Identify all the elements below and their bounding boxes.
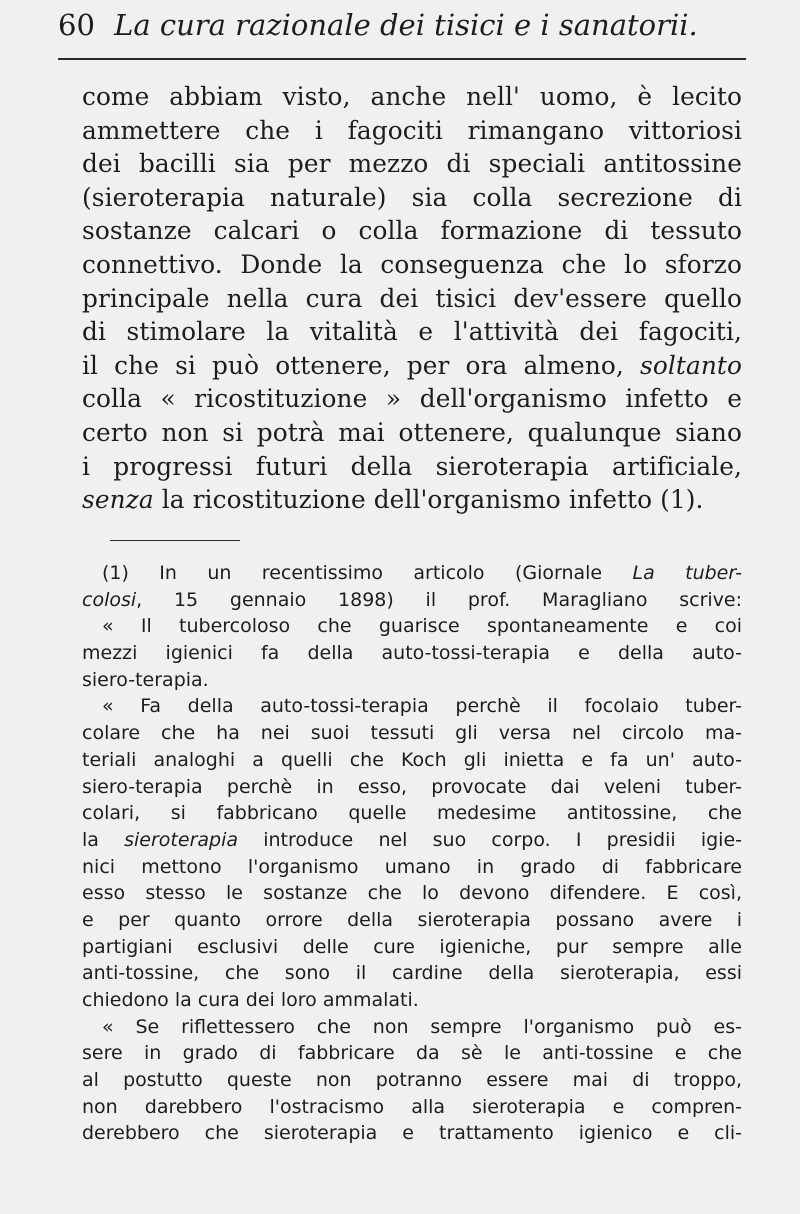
text-segment: anti-tossine, che sono il cardine della sieroterapia, essi — [82, 962, 742, 985]
footnote-line — [82, 587, 742, 614]
text-line — [82, 80, 742, 114]
text-segment: come abbiam visto, anche nell' uomo, è lecito — [82, 82, 742, 111]
text-segment: colari, si fabbricano quelle medesime antitossine, che — [82, 802, 742, 825]
text-segment: partigiani esclusivi delle cure igieniche, pur sempre alle — [82, 935, 742, 958]
text-segment: esso stesso le sostanze che lo devono difendere. E così, — [82, 882, 742, 905]
footnote-line — [82, 1067, 742, 1094]
footnote-line — [82, 693, 742, 720]
footnote-rule — [110, 540, 240, 541]
text-segment: chiedono la cura dei loro ammalati. — [82, 989, 419, 1011]
italic-text: sieroterapia — [124, 828, 239, 851]
text-segment: colla « ricostituzione » dell'organismo infetto e — [82, 384, 742, 414]
footnote-line — [82, 640, 742, 667]
text-segment: (sieroterapia naturale) sia colla secrezione di — [82, 182, 742, 212]
text-segment: e per quanto orrore della sieroterapia possano avere i — [82, 908, 742, 931]
footnote-line — [82, 667, 742, 694]
text-segment: dei bacilli sia per mezzo di speciali antitossine — [82, 149, 742, 179]
footnote-line — [82, 827, 742, 854]
text-segment: certo non si potrà mai ottenere, qualunque siano — [82, 417, 742, 447]
text-segment: connettivo. Donde la conseguenza che lo sforzo — [82, 249, 742, 279]
text-segment: (1) In un recentissimo articolo (Giornale — [102, 562, 633, 584]
footnote-line — [82, 1014, 742, 1041]
footnote-line — [82, 1120, 742, 1147]
footnote-line — [82, 854, 742, 881]
text-line — [82, 248, 742, 282]
text-line — [82, 214, 742, 248]
running-title: La cura razionale dei tisici e i sanatorii. — [114, 8, 698, 42]
footnote-line — [82, 1040, 742, 1067]
text-segment: sostanze calcari o colla formazione di tessuto — [82, 216, 742, 246]
text-segment: colare che ha nei suoi tessuti gli versa nel circolo ma- — [82, 722, 742, 745]
text-segment: « Il tubercoloso che guarisce spontaneamente e coi — [102, 615, 742, 638]
text-segment: nici mettono l'organismo umano in grado di fabbricare — [82, 855, 742, 878]
text-line — [82, 349, 742, 383]
text-line — [82, 483, 742, 517]
text-segment: mezzi igienici fa della auto-tossi-terapia e della auto- — [82, 642, 742, 665]
text-line — [82, 181, 742, 215]
running-header — [58, 4, 748, 46]
text-segment: , 15 gennaio 1898) il prof. Maragliano scrive: — [136, 588, 742, 611]
footnote-line — [82, 800, 742, 827]
text-segment: siero-terapia. — [82, 668, 209, 691]
footnote-line — [82, 934, 742, 961]
text-segment: al postutto queste non potranno essere mai di troppo, — [82, 1069, 742, 1092]
text-line — [82, 450, 742, 484]
text-segment: la — [82, 828, 125, 851]
page-number: 60 — [58, 8, 95, 42]
text-line — [82, 382, 742, 416]
italic-text: La tuber- — [632, 562, 742, 584]
text-line — [82, 416, 742, 450]
text-line — [82, 114, 742, 148]
footnote-line — [82, 1094, 742, 1121]
footnote-line — [82, 747, 742, 774]
text-segment: teriali analoghi a quelli che Koch gli inietta e fa un' auto- — [82, 748, 742, 771]
text-segment: « Se riflettessero che non sempre l'organismo può es- — [102, 1015, 742, 1038]
text-segment: la ricostituzione dell'organismo infetto (1). — [153, 485, 704, 515]
text-segment: derebbero che sieroterapia e trattamento igienico e cli- — [82, 1122, 742, 1145]
text-line — [82, 315, 742, 349]
text-segment: ammettere che i fagociti rimangano vittoriosi — [82, 115, 742, 145]
footnote-line — [82, 613, 742, 640]
italic-text: senza — [82, 485, 154, 515]
footnote-line — [82, 907, 742, 934]
italic-text: colosi — [82, 588, 137, 611]
text-line — [82, 147, 742, 181]
text-segment: non darebbero l'ostracismo alla sieroterapia e compren- — [82, 1095, 742, 1118]
footnote-line — [82, 560, 742, 587]
italic-text: soltanto — [640, 350, 742, 380]
text-segment: introduce nel suo corpo. I presidii igie- — [238, 828, 742, 851]
footnote-line — [82, 960, 742, 987]
footnote-line — [82, 720, 742, 747]
header-rule — [58, 58, 746, 60]
text-segment: di stimolare la vitalità e l'attività dei fagociti, — [82, 317, 742, 347]
main-text — [82, 80, 742, 517]
text-line — [82, 282, 742, 316]
text-segment: siero-terapia perchè in esso, provocate dai veleni tuber- — [82, 775, 742, 798]
text-segment: i progressi futuri della sieroterapia artificiale, — [82, 451, 742, 481]
text-segment: principale nella cura dei tisici dev'essere quello — [82, 283, 742, 313]
footnote-line — [82, 774, 742, 801]
footnote-line — [82, 880, 742, 907]
footnote-line — [82, 987, 742, 1014]
text-segment: sere in grado di fabbricare da sè le anti-tossine e che — [82, 1042, 742, 1065]
footnotes — [82, 560, 742, 1147]
text-segment: il che si può ottenere, per ora almeno, — [82, 350, 640, 380]
text-segment: « Fa della auto-tossi-terapia perchè il focolaio tuber- — [102, 695, 742, 718]
